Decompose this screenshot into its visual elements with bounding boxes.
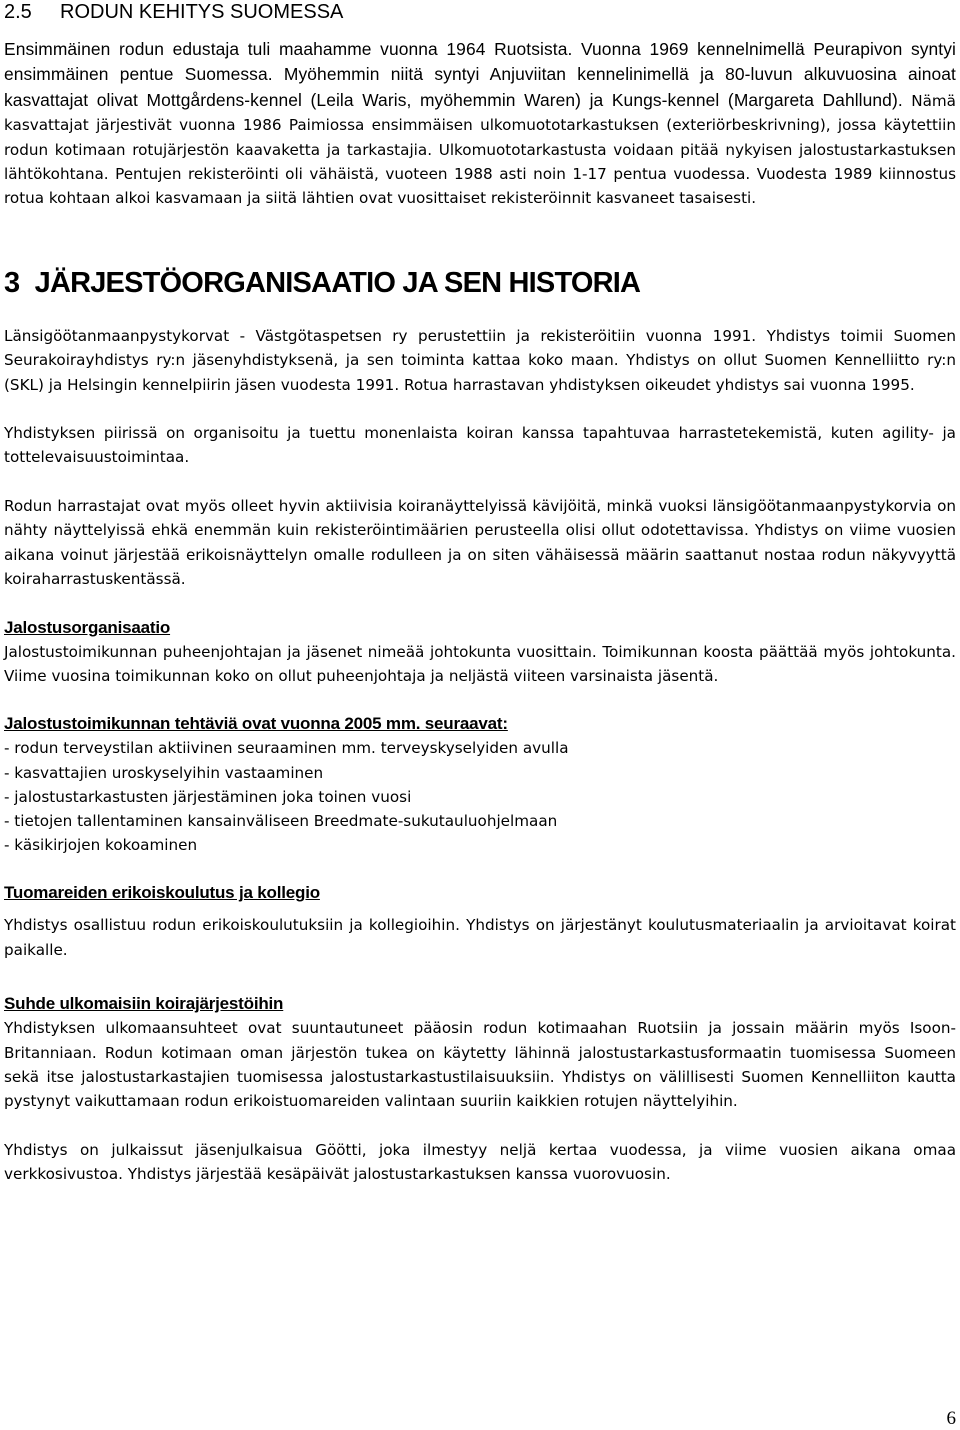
chapter-title: JÄRJESTÖORGANISAATIO JA SEN HISTORIA [34, 266, 641, 299]
section-number: 2.5 [4, 1, 32, 23]
jalostusorganisaatio-text: Jalostustoimikunnan puheenjohtajan ja jäsenet nimeää johtokunta vuosittain. Toimikunnan koosta päättää myös johtokunta. Viime vuosina toimikunnan koko on ollut puheenjohtaja ja neljästä viiteen varsinaista jäsentä. [4, 642, 956, 685]
list-item: - tietojen tallentaminen kansainväliseen Breedmate-sukutauluohjelmaan [4, 811, 558, 830]
subheading-suhde: Suhde ulkomaisiin koirajärjestöihin [4, 994, 284, 1014]
list-item: - käsikirjojen kokoaminen [4, 836, 198, 855]
chapter-paragraph: Rodun harrastajat ovat myös olleet hyvin aktiivisia koiranäyttelyissä kävijöitä, minkä vuoksi länsigöötanmaanpystykorvia on nähty näyttelyissä ehkä enemmän kuin rekisteröintimäärien perusteella olisi ollut odotettavissa. Yhdistys on viime vuosien aikana voinut järjestää erikoisnäyttelyn omalle rodulleen ja on siten vähäisessä määrin saattanut nostaa rodun näkyvyyttä koiraharrastuskentässä. [4, 496, 956, 589]
list-item: - rodun terveystilan aktiivinen seuraaminen mm. terveyskyselyiden avulla [4, 739, 569, 758]
chapter-paragraph: Länsigöötanmaanpystykorvat - Västgötaspetsen ry perustettiin ja rekisteröitiin vuonna 1991. Yhdistys toimii Suomen Seurakoirayhdistys ry:n jäsenyhdistyksenä, ja sen toiminta kattaa koko maan. Yhdistys on ollut Suomen Kennelliitto ry:n (SKL) ja Helsingin kennelpiirin jäsen vuodesta 1991. Rotua harrastavan yhdistyksen oikeudet yhdistys sai vuonna 1995. [4, 326, 956, 394]
list-item: - kasvattajien uroskyselyihin vastaaminen [4, 763, 324, 782]
subheading-tuomareiden: Tuomareiden erikoiskoulutus ja kollegio [4, 883, 320, 903]
subheading-jalostusorganisaatio: Jalostusorganisaatio [4, 617, 171, 637]
section-paragraph-part2: Nämä kasvattajat järjestivät vuonna 1986 Paimiossa ensimmäisen ulkomuototarkastuksen (exteriörbeskrivning), jossa käytettiin rodun kotimaan rotujärjestön kaavaketta ja tarkastajia. Ulkomuototarkastusta voidaan pitää nykyisen jalostustarkastuksen lähtökohtana. Pentujen rekisteröinti oli vähäistä, vuoteen 1988 asti noin 1-17 pentua vuodessa. Vuodesta 1989 kiinnostus rotua kohtaan alkoi kasvamaan ja siitä lähtien ovat vuosittaiset rekisteröinnit kasvaneet tasaisesti. [4, 91, 956, 208]
section-title: RODUN KEHITYS SUOMESSA [60, 1, 344, 23]
page-number: 6 [946, 1408, 956, 1429]
suhde-paragraph: Yhdistys on julkaissut jäsenjulkaisua Göötti, joka ilmestyy neljä kertaa vuodessa, ja viime vuosien aikana omaa verkkosivustoa. Yhdistys järjestää kesäpäivät jalostustarkastuksen kanssa vuorovuosin. [4, 1140, 956, 1184]
subheading-tehtavat: Jalostustoimikunnan tehtäviä ovat vuonna 2005 mm. seuraavat: [4, 714, 508, 734]
section-paragraph [4, 37, 956, 211]
tasks-list [4, 736, 956, 857]
chapter-heading [4, 266, 956, 300]
tuomareiden-text: Yhdistys osallistuu rodun erikoiskoulutuksiin ja kollegioihin. Yhdistys on järjestänyt koulutusmateriaalin ja arvioitavat koirat paikalle. [4, 916, 956, 959]
list-item: - jalostustarkastusten järjestäminen joka toinen vuosi [4, 787, 412, 806]
chapter-number: 3 [4, 266, 20, 299]
suhde-paragraph: Yhdistyksen ulkomaansuhteet ovat suuntautuneet pääosin rodun kotimaahan Ruotsiin ja jossain määrin myös Isoon-Britanniaan. Rodun kotimaan oman järjestön tukea on käytetty lähinnä jalostustarkastusformaatin tuomisessa Suomeen sekä itse jalostustarkastajien tuomisessa jalostustarkastustilaisuuksiin. Yhdistys on välillisesti Suomen Kennelliiton kautta pystynyt vaikuttamaan rodun erikoistuomareiden valintaan suuriin kaikkien rotujen näyttelyihin. [4, 1019, 956, 1111]
section-paragraph-part1: Ensimmäinen rodun edustaja tuli maahamme vuonna 1964 Ruotsista. Vuonna 1969 kennelnimellä Peurapivon syntyi ensimmäinen pentue Suomessa. Myöhemmin niitä syntyi Anjuviitan kennelinimellä ja 80-luvun alkuvuosina ainoat kasvattajat olivat Mottgårdens-kennel (Leila Waris, myöhemmin Waren) ja Kungs-kennel (Margareta Dahllund). [4, 39, 956, 110]
section-heading [4, 0, 956, 25]
document-page [4, 0, 956, 1187]
chapter-paragraph: Yhdistyksen piirissä on organisoitu ja tuettu monenlaista koiran kanssa tapahtuvaa harrastetekemistä, kuten agility- ja tottelevaisuustoimintaa. [4, 424, 956, 467]
